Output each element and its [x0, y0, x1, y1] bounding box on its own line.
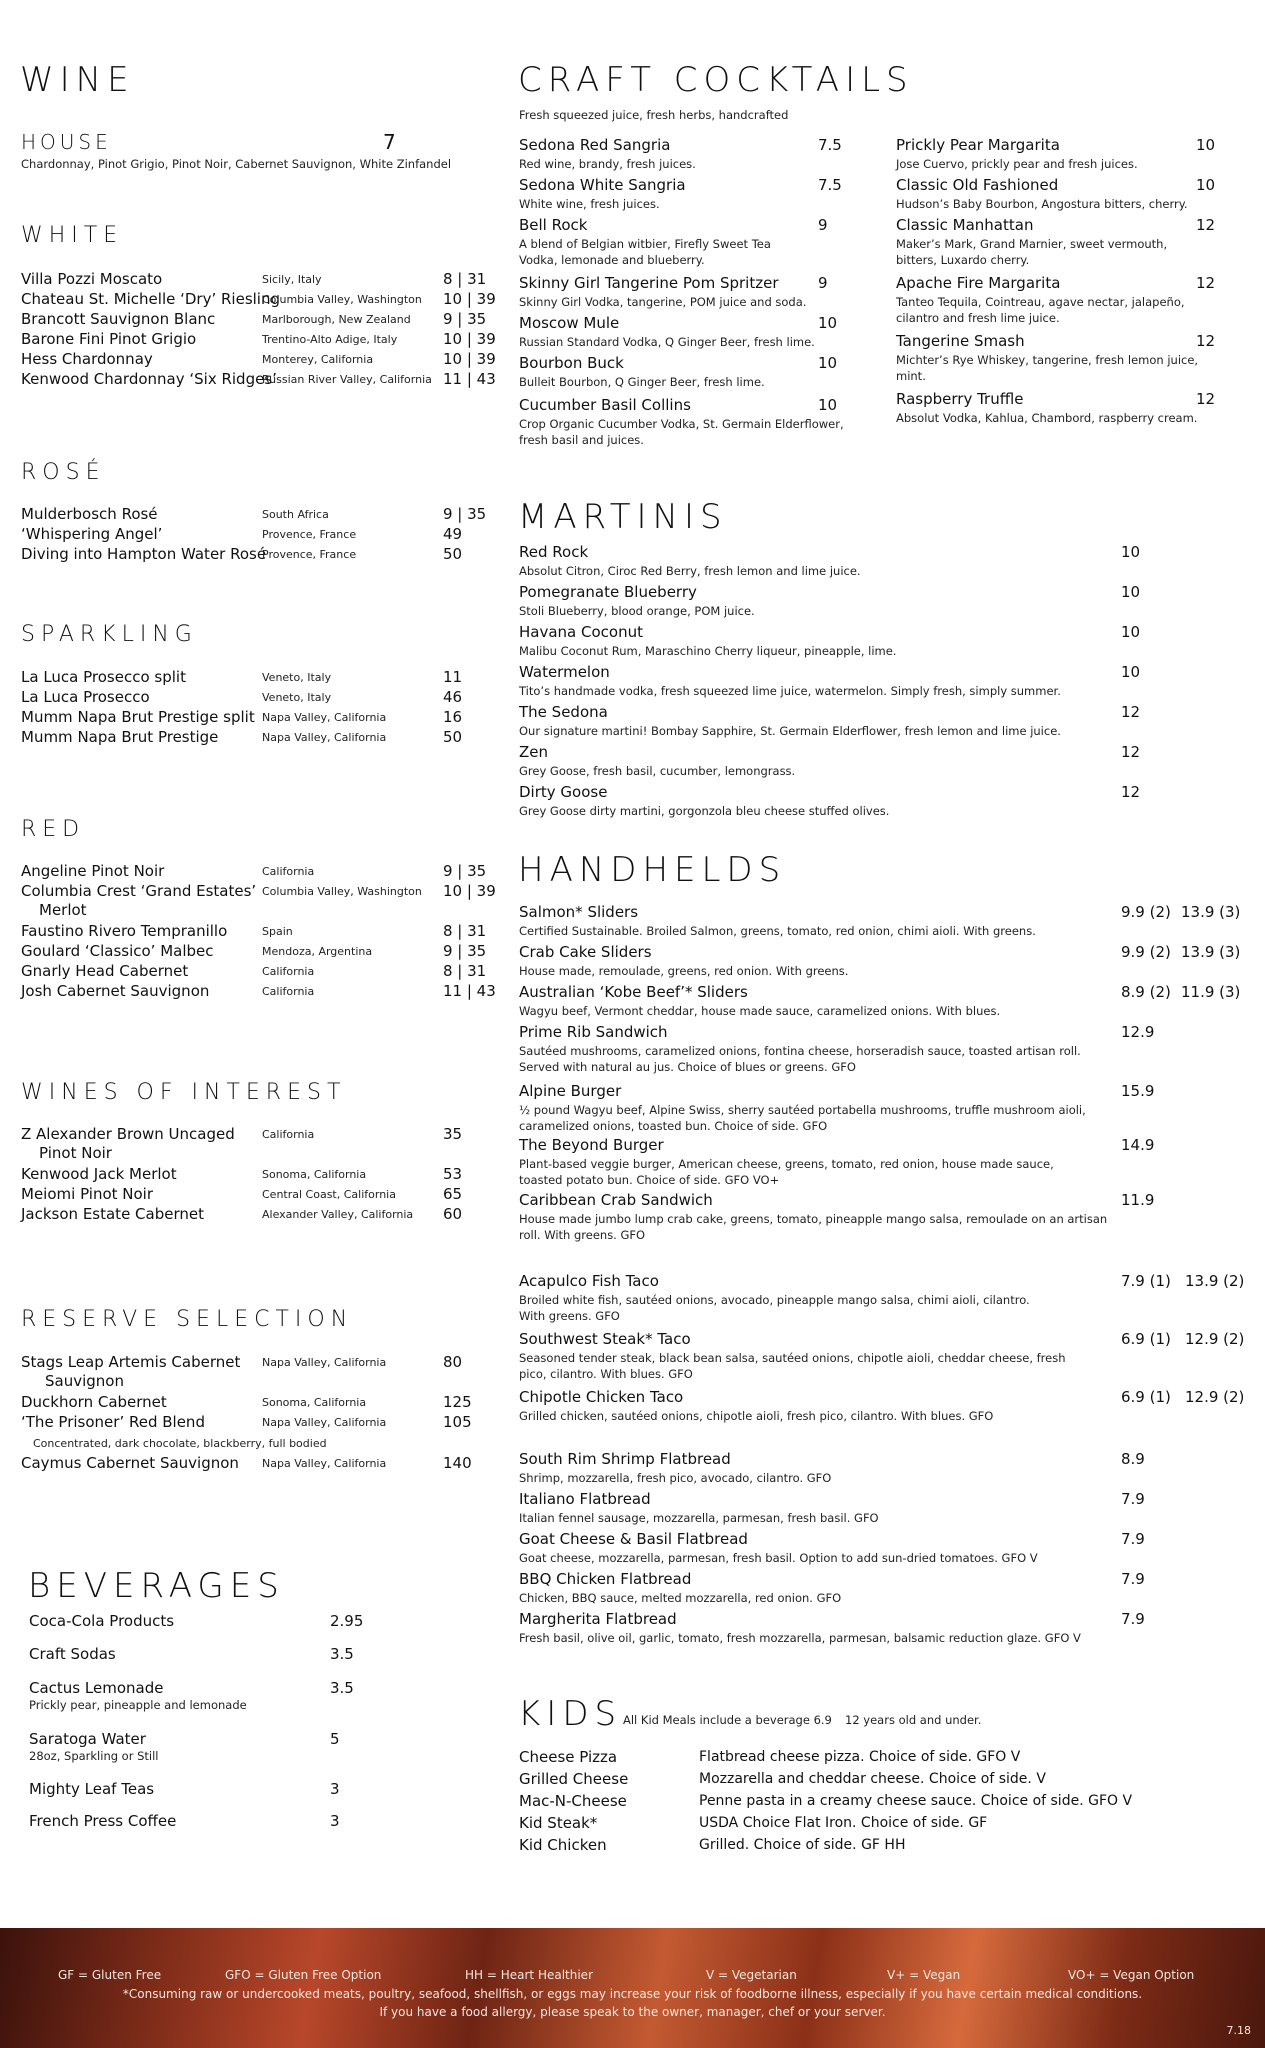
item-desc: Grilled chicken, sautéed onions, chipotle aioli, fresh pico, cilantro. With blues. GFO — [519, 1409, 994, 1423]
item-desc: Vodka, lemonade and blueberry. — [519, 253, 705, 267]
item-price: 16 — [443, 708, 463, 726]
item-price: 11 | 43 — [443, 370, 496, 388]
handhelds-title: HANDHELDS — [518, 850, 787, 890]
item-price: 9 | 35 — [443, 942, 487, 960]
item-desc: Red wine, brandy, fresh juices. — [519, 157, 696, 171]
item-location: South Africa — [262, 508, 329, 521]
list-item: Apache Fire Margarita — [896, 274, 1061, 292]
item-location: Spain — [262, 925, 293, 938]
list-item: Caymus Cabernet Sauvignon — [21, 1454, 239, 1472]
item-price: 10 — [818, 396, 838, 414]
kids-age-note: 12 years old and under. — [845, 1713, 982, 1727]
legend-gf: GF = Gluten Free — [58, 1968, 162, 1982]
list-item: Zen — [519, 743, 549, 761]
list-item: South Rim Shrimp Flatbread — [519, 1450, 731, 1468]
item-desc: Maker’s Mark, Grand Marnier, sweet vermouth, — [896, 237, 1168, 251]
red-title: RED — [21, 817, 86, 842]
item-price-alt: 13.9 (3) — [1181, 903, 1241, 921]
item-price: 3 — [330, 1780, 340, 1798]
list-item: Goat Cheese & Basil Flatbread — [519, 1530, 748, 1548]
item-price: 8.9 (2) — [1121, 983, 1171, 1001]
item-price: 8 | 31 — [443, 922, 487, 940]
item-price-alt: 13.9 (3) — [1181, 943, 1241, 961]
list-item: Watermelon — [519, 663, 610, 681]
item-location: California — [262, 1128, 315, 1141]
item-desc: bitters, Luxardo cherry. — [896, 253, 1030, 267]
item-desc: Wagyu beef, Vermont cheddar, house made sauce, caramelized onions. With blues. — [519, 1004, 1001, 1018]
list-item: Bourbon Buck — [519, 354, 624, 372]
list-item: Tangerine Smash — [896, 332, 1025, 350]
item-price: 9 — [818, 216, 828, 234]
item-desc: Seasoned tender steak, black bean salsa, sautéed onions, chipotle aioli, cheddar cheese, fresh — [519, 1351, 1066, 1365]
item-price: 7.9 (1) — [1121, 1272, 1171, 1290]
item-desc: Michter’s Rye Whiskey, tangerine, fresh lemon juice, — [896, 353, 1199, 367]
list-item: Pomegranate Blueberry — [519, 583, 697, 601]
item-location: Sonoma, California — [262, 1168, 367, 1181]
item-desc: House made jumbo lump crab cake, greens, tomato, pineapple mango salsa, remoulade on an artisan — [519, 1212, 1108, 1226]
list-item: Angeline Pinot Noir — [21, 862, 165, 880]
list-item: Kenwood Chardonnay ‘Six Ridges’ — [21, 370, 277, 388]
item-price: 7.9 — [1121, 1490, 1145, 1508]
item-location: Napa Valley, California — [262, 1416, 387, 1429]
list-item: Sedona Red Sangria — [519, 136, 671, 154]
item-desc: White wine, fresh juices. — [519, 197, 660, 211]
item-price: 12 — [1121, 783, 1141, 801]
item-price: 12 — [1121, 743, 1141, 761]
item-desc: fresh basil and juices. — [519, 433, 644, 447]
item-location: Sicily, Italy — [262, 273, 322, 286]
item-desc: Penne pasta in a creamy cheese sauce. Choice of side. GFO V — [699, 1793, 1133, 1809]
item-desc: A blend of Belgian witbier, Firefly Sweet Tea — [519, 237, 771, 251]
item-desc: cilantro and fresh lime juice. — [896, 311, 1060, 325]
item-desc: Tanteo Tequila, Cointreau, agave nectar, jalapeño, — [896, 295, 1185, 309]
item-price: 49 — [443, 525, 463, 543]
item-location: Mendoza, Argentina — [262, 945, 373, 958]
item-location: California — [262, 865, 315, 878]
sparkling-title: SPARKLING — [21, 622, 198, 647]
item-desc: Chicken, BBQ sauce, melted mozzarella, red onion. GFO — [519, 1591, 842, 1605]
item-price: 7.9 — [1121, 1570, 1145, 1588]
item-desc: Absolut Citron, Ciroc Red Berry, fresh lemon and lime juice. — [519, 564, 861, 578]
kids-note: All Kid Meals include a beverage 6.9 — [623, 1713, 832, 1727]
list-item-cont: Pinot Noir — [39, 1144, 112, 1162]
item-desc: Russian Standard Vodka, Q Ginger Beer, fresh lime. — [519, 335, 815, 349]
list-item: Diving into Hampton Water Rosé — [21, 545, 267, 563]
list-item: Bell Rock — [519, 216, 588, 234]
item-price: 35 — [443, 1125, 463, 1143]
item-price: 2.95 — [330, 1612, 364, 1630]
item-location: California — [262, 985, 315, 998]
item-desc: toasted potato bun. Choice of side. GFO VO+ — [519, 1173, 780, 1187]
item-price: 15.9 — [1121, 1082, 1155, 1100]
list-item: Stags Leap Artemis Cabernet — [21, 1353, 241, 1371]
list-item: Prime Rib Sandwich — [519, 1023, 668, 1041]
list-item: Gnarly Head Cabernet — [21, 962, 189, 980]
item-price: 7.9 — [1121, 1610, 1145, 1628]
item-price-alt: 12.9 (2) — [1185, 1330, 1245, 1348]
item-desc: Shrimp, mozzarella, fresh pico, avocado, cilantro. GFO — [519, 1471, 832, 1485]
item-price: 6.9 (1) — [1121, 1388, 1171, 1406]
legend-v: V = Vegetarian — [706, 1968, 797, 1982]
item-price-alt: 11.9 (3) — [1181, 983, 1241, 1001]
list-item: Caribbean Crab Sandwich — [519, 1191, 713, 1209]
item-price: 12 — [1196, 274, 1216, 292]
item-desc: pico, cilantro. With blues. GFO — [519, 1367, 693, 1381]
list-item: Z Alexander Brown Uncaged — [21, 1125, 235, 1143]
list-item: Saratoga Water — [29, 1730, 146, 1748]
list-item: Grilled Cheese — [519, 1770, 629, 1788]
item-desc: 28oz, Sparkling or Still — [29, 1749, 159, 1763]
item-desc: ½ pound Wagyu beef, Alpine Swiss, sherry sautéed portabella mushrooms, truffle mushroom aioli, — [519, 1103, 1086, 1117]
item-price: 140 — [443, 1454, 472, 1472]
list-item: La Luca Prosecco — [21, 688, 150, 706]
item-price: 53 — [443, 1165, 463, 1183]
list-item: BBQ Chicken Flatbread — [519, 1570, 692, 1588]
item-desc: Prickly pear, pineapple and lemonade — [29, 1698, 247, 1712]
item-price: 8 | 31 — [443, 962, 487, 980]
list-item: Havana Coconut — [519, 623, 643, 641]
item-desc: Flatbread cheese pizza. Choice of side. GFO V — [699, 1749, 1021, 1765]
item-price: 8.9 — [1121, 1450, 1145, 1468]
item-price: 9 | 35 — [443, 862, 487, 880]
house-price: 7 — [383, 130, 396, 154]
list-item: Mumm Napa Brut Prestige split — [21, 708, 255, 726]
house-desc: Chardonnay, Pinot Grigio, Pinot Noir, Cabernet Sauvignon, White Zinfandel — [21, 157, 452, 171]
list-item: Chipotle Chicken Taco — [519, 1388, 684, 1406]
item-price: 14.9 — [1121, 1136, 1155, 1154]
item-price: 80 — [443, 1353, 463, 1371]
list-item: Mac-N-Cheese — [519, 1792, 627, 1810]
item-location: Napa Valley, California — [262, 731, 387, 744]
list-item: Crab Cake Sliders — [519, 943, 652, 961]
item-price: 9.9 (2) — [1121, 943, 1171, 961]
item-price: 11.9 — [1121, 1191, 1155, 1209]
list-item: Brancott Sauvignon Blanc — [21, 310, 216, 328]
list-item: Columbia Crest ‘Grand Estates’ — [21, 882, 257, 900]
item-price: 10 — [818, 314, 838, 332]
item-desc: Jose Cuervo, prickly pear and fresh juices. — [896, 157, 1138, 171]
item-desc: Our signature martini! Bombay Sapphire, St. Germain Elderflower, fresh lemon and lime juice. — [519, 724, 1061, 738]
item-price: 9.9 (2) — [1121, 903, 1171, 921]
wine-title: WINE — [20, 60, 135, 100]
list-item: La Luca Prosecco split — [21, 668, 186, 686]
allergy-note: If you have a food allergy, please speak to the owner, manager, chef or your server. — [379, 2005, 886, 2019]
item-desc: mint. — [896, 369, 926, 383]
legend-hh: HH = Heart Healthier — [465, 1968, 593, 1982]
item-price-alt: 13.9 (2) — [1185, 1272, 1245, 1290]
list-item: Margherita Flatbread — [519, 1610, 677, 1628]
item-desc: Served with natural au jus. Choice of blues or greens. GFO — [519, 1060, 856, 1074]
item-price: 105 — [443, 1413, 472, 1431]
list-item: Sedona White Sangria — [519, 176, 686, 194]
item-desc: Sautéed mushrooms, caramelized onions, fontina cheese, horseradish sauce, toasted artisan roll. — [519, 1044, 1081, 1058]
item-desc: House made, remoulade, greens, red onion. With greens. — [519, 964, 849, 978]
item-price: 10 — [1121, 663, 1141, 681]
list-item: Prickly Pear Margarita — [896, 136, 1060, 154]
list-item-cont: Merlot — [39, 901, 87, 919]
item-price: 10 — [1196, 176, 1216, 194]
item-price: 11 — [443, 668, 463, 686]
list-item: Kid Steak* — [519, 1814, 598, 1832]
list-item: Dirty Goose — [519, 783, 608, 801]
item-price: 10 — [1196, 136, 1216, 154]
item-desc: Grey Goose dirty martini, gorgonzola bleu cheese stuffed olives. — [519, 804, 890, 818]
list-item: Josh Cabernet Sauvignon — [21, 982, 210, 1000]
item-price: 7.5 — [818, 136, 842, 154]
item-price: 10 | 39 — [443, 330, 496, 348]
footer-banner — [0, 1928, 1265, 2048]
list-item: Cucumber Basil Collins — [519, 396, 691, 414]
item-location: Columbia Valley, Washington — [262, 885, 422, 898]
item-price: 60 — [443, 1205, 463, 1223]
martinis-title: MARTINIS — [518, 497, 728, 537]
item-price: 10 — [1121, 623, 1141, 641]
interest-title: WINES OF INTEREST — [21, 1080, 347, 1105]
item-price: 9 | 35 — [443, 505, 487, 523]
item-desc: Mozzarella and cheddar cheese. Choice of side. V — [699, 1771, 1046, 1787]
item-location: Alexander Valley, California — [262, 1208, 414, 1221]
item-note: Concentrated, dark chocolate, blackberry, full bodied — [33, 1437, 327, 1450]
item-location: Monterey, California — [262, 353, 374, 366]
list-item: Kid Chicken — [519, 1836, 607, 1854]
item-location: Napa Valley, California — [262, 711, 387, 724]
item-location: Russian River Valley, California — [262, 373, 432, 386]
list-item: Mighty Leaf Teas — [29, 1780, 155, 1798]
item-desc: With greens. GFO — [519, 1309, 620, 1323]
list-item: Meiomi Pinot Noir — [21, 1185, 154, 1203]
list-item: The Beyond Burger — [519, 1136, 664, 1154]
item-location: Trentino-Alto Adige, Italy — [262, 333, 398, 346]
item-price: 10 | 39 — [443, 350, 496, 368]
list-item: ‘Whispering Angel’ — [21, 525, 163, 543]
list-item: Raspberry Truffle — [896, 390, 1024, 408]
item-desc: Grilled. Choice of side. GF HH — [699, 1837, 906, 1853]
item-price: 46 — [443, 688, 463, 706]
beverages-title: BEVERAGES — [28, 1566, 285, 1606]
reserve-title: RESERVE SELECTION — [21, 1307, 354, 1332]
item-price: 3.5 — [330, 1645, 354, 1663]
item-desc: caramelized onions, toasted bun. Choice of side. GFO — [519, 1119, 828, 1133]
item-desc: Broiled white fish, sautéed onions, avocado, pineapple mango salsa, chimi aioli, cilantro. — [519, 1293, 1030, 1307]
legend-gfo: GFO = Gluten Free Option — [225, 1968, 382, 1982]
item-desc: roll. With greens. GFO — [519, 1228, 646, 1242]
item-price: 10 | 39 — [443, 882, 496, 900]
item-location: Marlborough, New Zealand — [262, 313, 411, 326]
item-desc: Certified Sustainable. Broiled Salmon, greens, tomato, red onion, chimi aioli. With greens. — [519, 924, 1036, 938]
list-item: Barone Fini Pinot Grigio — [21, 330, 197, 348]
item-location: Columbia Valley, Washington — [262, 293, 422, 306]
list-item: Salmon* Sliders — [519, 903, 639, 921]
item-price: 10 — [818, 354, 838, 372]
list-item: French Press Coffee — [29, 1812, 177, 1830]
list-item: Faustino Rivero Tempranillo — [21, 922, 228, 940]
item-desc: Absolut Vodka, Kahlua, Chambord, raspberry cream. — [896, 411, 1198, 425]
item-price: 8 | 31 — [443, 270, 487, 288]
item-price: 12 — [1196, 390, 1216, 408]
item-desc: Skinny Girl Vodka, tangerine, POM juice and soda. — [519, 295, 807, 309]
item-price: 65 — [443, 1185, 463, 1203]
item-desc: Grey Goose, fresh basil, cucumber, lemongrass. — [519, 764, 796, 778]
item-price: 125 — [443, 1393, 472, 1411]
list-item: Jackson Estate Cabernet — [21, 1205, 204, 1223]
item-desc: Italian fennel sausage, mozzarella, parmesan, fresh basil. GFO — [519, 1511, 879, 1525]
list-item: Villa Pozzi Moscato — [21, 270, 163, 288]
list-item: Cheese Pizza — [519, 1748, 618, 1766]
item-desc: Hudson’s Baby Bourbon, Angostura bitters, cherry. — [896, 197, 1188, 211]
cocktails-title: CRAFT COCKTAILS — [518, 60, 914, 100]
list-item: Italiano Flatbread — [519, 1490, 651, 1508]
cocktails-subtitle: Fresh squeezed juice, fresh herbs, handcrafted — [519, 108, 789, 122]
item-price: 10 | 39 — [443, 290, 496, 308]
item-desc: Malibu Coconut Rum, Maraschino Cherry liqueur, pineapple, lime. — [519, 644, 897, 658]
legend-vegan: V+ = Vegan — [887, 1968, 961, 1982]
item-price: 12 — [1121, 703, 1141, 721]
item-price: 12 — [1196, 216, 1216, 234]
item-price: 12.9 — [1121, 1023, 1155, 1041]
item-price: 3 — [330, 1812, 340, 1830]
item-location: Provence, France — [262, 548, 357, 561]
item-location: Veneto, Italy — [262, 671, 332, 684]
list-item: Goulard ‘Classico’ Malbec — [21, 942, 214, 960]
list-item: Australian ‘Kobe Beef’* Sliders — [519, 983, 748, 1001]
list-item: Classic Manhattan — [896, 216, 1034, 234]
item-location: Central Coast, California — [262, 1188, 396, 1201]
item-desc: Fresh basil, olive oil, garlic, tomato, fresh mozzarella, parmesan, balsamic reduction glaze. GFO V — [519, 1631, 1081, 1645]
item-price: 7.9 — [1121, 1530, 1145, 1548]
item-price: 5 — [330, 1730, 340, 1748]
item-location: Sonoma, California — [262, 1396, 367, 1409]
item-price: 50 — [443, 728, 463, 746]
list-item: Alpine Burger — [519, 1082, 622, 1100]
item-price: 10 — [1121, 543, 1141, 561]
list-item: Hess Chardonnay — [21, 350, 153, 368]
list-item-cont: Sauvignon — [45, 1372, 124, 1390]
list-item: Craft Sodas — [29, 1645, 116, 1663]
legend-vegan-option: VO+ = Vegan Option — [1068, 1968, 1195, 1982]
list-item: Moscow Mule — [519, 314, 620, 332]
item-location: Provence, France — [262, 528, 357, 541]
list-item: Cactus Lemonade — [29, 1679, 164, 1697]
item-price: 7.5 — [818, 176, 842, 194]
list-item: Coca-Cola Products — [29, 1612, 175, 1630]
list-item: The Sedona — [519, 703, 608, 721]
list-item: Duckhorn Cabernet — [21, 1393, 167, 1411]
item-desc: Goat cheese, mozzarella, parmesan, fresh basil. Option to add sun-dried tomatoes. GFO V — [519, 1551, 1038, 1565]
item-price-alt: 12.9 (2) — [1185, 1388, 1245, 1406]
item-location: California — [262, 965, 315, 978]
list-item: Chateau St. Michelle ‘Dry’ Riesling — [21, 290, 281, 308]
item-price: 11 | 43 — [443, 982, 496, 1000]
list-item: Mumm Napa Brut Prestige — [21, 728, 219, 746]
item-price: 12 — [1196, 332, 1216, 350]
item-price: 3.5 — [330, 1679, 354, 1697]
list-item: Mulderbosch Rosé — [21, 505, 158, 523]
item-desc: Bulleit Bourbon, Q Ginger Beer, fresh lime. — [519, 375, 765, 389]
list-item: Classic Old Fashioned — [896, 176, 1059, 194]
item-price: 50 — [443, 545, 463, 563]
house-label: HOUSE — [21, 130, 112, 154]
white-title: WHITE — [21, 223, 124, 248]
list-item: Kenwood Jack Merlot — [21, 1165, 177, 1183]
item-location: Napa Valley, California — [262, 1356, 387, 1369]
item-price: 9 | 35 — [443, 310, 487, 328]
version-label: 7.18 — [1226, 2024, 1251, 2037]
kids-title: KIDS — [518, 1694, 623, 1734]
item-desc: Tito’s handmade vodka, fresh squeezed lime juice, watermelon. Simply fresh, simply summer. — [519, 684, 1061, 698]
consumption-warning: *Consuming raw or undercooked meats, poultry, seafood, shellfish, or eggs may increase your risk of foodborne illness, especially if you have certain medical conditions. — [122, 1987, 1143, 2001]
item-desc: Stoli Blueberry, blood orange, POM juice. — [519, 604, 755, 618]
item-desc: USDA Choice Flat Iron. Choice of side. GF — [699, 1815, 988, 1831]
item-location: Veneto, Italy — [262, 691, 332, 704]
list-item: Red Rock — [519, 543, 589, 561]
list-item: Skinny Girl Tangerine Pom Spritzer — [519, 274, 779, 292]
list-item: Southwest Steak* Taco — [519, 1330, 691, 1348]
item-desc: Crop Organic Cucumber Vodka, St. Germain Elderflower, — [519, 417, 844, 431]
item-price: 10 — [1121, 583, 1141, 601]
item-location: Napa Valley, California — [262, 1457, 387, 1470]
item-price: 9 — [818, 274, 828, 292]
item-desc: Plant-based veggie burger, American cheese, greens, tomato, red onion, house made sauce, — [519, 1157, 1054, 1171]
list-item: Acapulco Fish Taco — [519, 1272, 659, 1290]
rose-title: ROSÉ — [21, 460, 106, 485]
item-price: 6.9 (1) — [1121, 1330, 1171, 1348]
list-item: ‘The Prisoner’ Red Blend — [21, 1413, 205, 1431]
